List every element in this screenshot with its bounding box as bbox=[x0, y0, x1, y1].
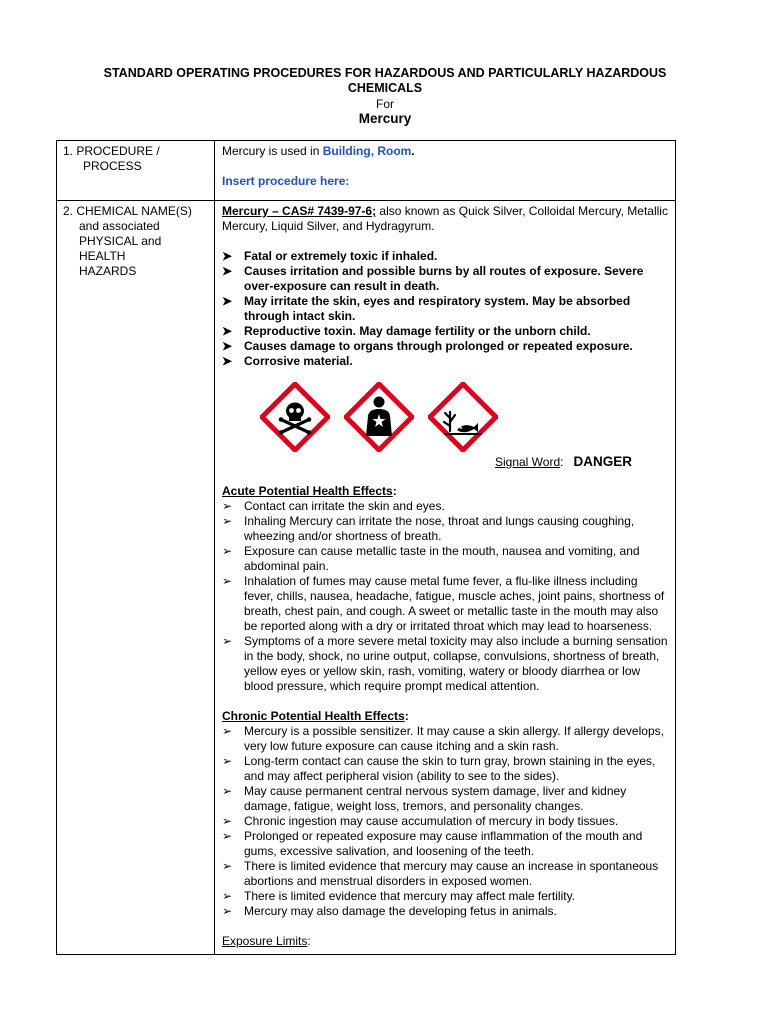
hazard-item bbox=[222, 339, 670, 354]
list-item bbox=[222, 754, 670, 784]
aka-text: also known as Quick Silver, Colloidal Mercury, Metallic Mercury, Liquid Silver, and Hydragyrum. bbox=[222, 204, 668, 233]
list-item-text: May cause permanent central nervous system damage, liver and kidney damage, fatigue, weight loss, tremors, and personality changes. bbox=[244, 784, 627, 813]
hazard-text: Corrosive material. bbox=[244, 354, 353, 368]
hazard-item bbox=[222, 264, 670, 294]
usage-prefix: Mercury is used in bbox=[222, 144, 323, 158]
list-item bbox=[222, 724, 670, 754]
list-item-text: Long-term contact can cause the skin to turn gray, brown staining in the eyes, and may affect peripheral vision (ability to see to the sides). bbox=[244, 754, 656, 783]
list-item bbox=[222, 514, 670, 544]
hazard-item bbox=[222, 324, 670, 339]
hazards-label-line: PHYSICAL and bbox=[79, 234, 162, 248]
chemical-identity bbox=[222, 204, 670, 234]
signal-word-label: Signal Word bbox=[494, 455, 561, 469]
acute-effects-list bbox=[222, 499, 670, 694]
ghs-pictograms bbox=[260, 382, 670, 452]
arrow-bullet-icon: ➢ bbox=[222, 754, 233, 768]
arrow-bullet-icon: ➢ bbox=[222, 904, 233, 918]
hazards-label-line: 2. CHEMICAL NAME(S) bbox=[63, 204, 192, 218]
usage-suffix: . bbox=[411, 144, 415, 158]
list-item bbox=[222, 544, 670, 574]
arrow-bullet-icon: ➢ bbox=[222, 814, 233, 828]
name-cas: Mercury – CAS# 7439-97-6; bbox=[222, 204, 377, 218]
signal-word-line bbox=[222, 454, 670, 470]
arrow-bullet-icon: ➢ bbox=[222, 724, 233, 738]
document-title: STANDARD OPERATING PROCEDURES FOR HAZARDOUS AND PARTICULARLY HAZARDOUS CHEMICALS bbox=[103, 66, 667, 95]
arrow-bullet-icon: ➢ bbox=[222, 514, 233, 528]
arrow-bullet-icon: ➢ bbox=[222, 859, 233, 873]
list-item-text: Mercury is a possible sensitizer. It may cause a skin allergy. If allergy develops, very low future exposure can cause itching and a skin rash. bbox=[244, 724, 664, 753]
list-item bbox=[222, 829, 670, 859]
list-item bbox=[222, 814, 670, 829]
list-item-text: Mercury may also damage the developing fetus in animals. bbox=[244, 904, 557, 918]
column-divider bbox=[214, 141, 215, 954]
for-label: For bbox=[376, 97, 394, 111]
hazard-text: Fatal or extremely toxic if inhaled. bbox=[244, 249, 438, 263]
list-item bbox=[222, 574, 670, 634]
hazard-text: Causes irritation and possible burns by all routes of exposure. Severe over-exposure can result in death. bbox=[244, 264, 644, 293]
arrow-bullet-icon: ➤ bbox=[222, 249, 233, 263]
arrow-bullet-icon: ➢ bbox=[222, 574, 233, 588]
list-item-text: Chronic ingestion may cause accumulation of mercury in body tissues. bbox=[244, 814, 619, 828]
arrow-bullet-icon: ➢ bbox=[222, 544, 233, 558]
arrow-bullet-icon: ➤ bbox=[222, 324, 233, 338]
hazard-text: May irritate the skin, eyes and respiratory system. May be absorbed through intact skin. bbox=[244, 294, 631, 323]
sop-table bbox=[56, 140, 676, 955]
procedure-label-line: PROCESS bbox=[83, 159, 142, 173]
arrow-bullet-icon: ➢ bbox=[222, 889, 233, 903]
list-item bbox=[222, 859, 670, 889]
procedure-label-line: 1. PROCEDURE / bbox=[63, 144, 160, 158]
signal-word-colon: : bbox=[560, 455, 564, 469]
hazards-label-line: HAZARDS bbox=[79, 264, 137, 278]
arrow-bullet-icon: ➢ bbox=[222, 829, 233, 843]
chronic-heading-line: Chronic Potential Health Effects: bbox=[222, 709, 409, 723]
arrow-bullet-icon: ➤ bbox=[222, 294, 233, 308]
usage-location-line bbox=[222, 144, 670, 159]
list-item-text: Exposure can cause metallic taste in the mouth, nausea and vomiting, and abdominal pain. bbox=[244, 544, 640, 573]
list-item-text: Inhaling Mercury can irritate the nose, throat and lungs causing coughing, wheezing and/or shortness of breath. bbox=[244, 514, 635, 543]
row-divider bbox=[57, 200, 675, 201]
chemical-name-heading: Mercury bbox=[358, 111, 412, 126]
list-item bbox=[222, 634, 670, 694]
list-item-text: Symptoms of a more severe metal toxicity may also include a burning sensation in the body, shock, no urine output, collapse, convulsions, shortness of breath, yellow eyes or yellow skin, rash, vomiting, watery or bloody diarrhea or low blood pressure, which require prompt medical attention. bbox=[244, 634, 668, 693]
list-item-text: Contact can irritate the skin and eyes. bbox=[244, 499, 445, 513]
list-item bbox=[222, 499, 670, 514]
signal-word-value: DANGER bbox=[573, 454, 632, 469]
arrow-bullet-icon: ➢ bbox=[222, 784, 233, 798]
hazard-statements bbox=[222, 249, 670, 369]
list-item-text: There is limited evidence that mercury may affect male fertility. bbox=[244, 889, 576, 903]
arrow-bullet-icon: ➤ bbox=[222, 264, 233, 278]
procedure-label bbox=[63, 144, 208, 174]
acute-heading: Acute Potential Health Effects bbox=[222, 484, 393, 498]
chemical-hazards-content bbox=[222, 204, 670, 949]
chronic-heading: Chronic Potential Health Effects bbox=[222, 709, 405, 723]
list-item-text: Prolonged or repeated exposure may cause inflammation of the mouth and gums, excessive salivation, and loosening of the teeth. bbox=[244, 829, 643, 858]
exposure-limits-line: Exposure Limits: bbox=[222, 934, 311, 948]
environment-icon bbox=[428, 382, 498, 452]
health-hazard-icon bbox=[344, 382, 414, 452]
arrow-bullet-icon: ➢ bbox=[222, 634, 233, 648]
chronic-effects-list bbox=[222, 724, 670, 919]
insert-procedure-placeholder[interactable]: Insert procedure here: bbox=[222, 174, 350, 188]
hazard-item bbox=[222, 354, 670, 369]
arrow-bullet-icon: ➤ bbox=[222, 339, 233, 353]
arrow-bullet-icon: ➢ bbox=[222, 499, 233, 513]
chemical-hazards-label bbox=[63, 204, 208, 279]
hazard-text: Reproductive toxin. May damage fertility or the unborn child. bbox=[244, 324, 591, 338]
skull-crossbones-icon bbox=[260, 382, 330, 452]
list-item bbox=[222, 904, 670, 919]
hazards-label-line: and associated bbox=[79, 219, 160, 233]
list-item-text: There is limited evidence that mercury may cause an increase in spontaneous abortions and menstrual disorders in exposed women. bbox=[244, 859, 659, 888]
hazard-item bbox=[222, 294, 670, 324]
hazards-label-line: HEALTH bbox=[79, 249, 126, 263]
acute-heading-line: Acute Potential Health Effects: bbox=[222, 484, 397, 498]
arrow-bullet-icon: ➤ bbox=[222, 354, 233, 368]
hazard-text: Causes damage to organs through prolonged or repeated exposure. bbox=[244, 339, 633, 353]
list-item bbox=[222, 784, 670, 814]
list-item-text: Inhalation of fumes may cause metal fume fever, a flu-like illness including fever, chills, nausea, headache, fatigue, muscle aches, joint pains, shortness of breath, chest pain, and cough. A sweet or metallic taste in the mouth may also be reported along with a dry or irritated throat which may lead to hoarseness. bbox=[244, 574, 665, 633]
procedure-content bbox=[222, 144, 670, 189]
list-item bbox=[222, 889, 670, 904]
hazard-item bbox=[222, 249, 670, 264]
usage-location[interactable]: Building, Room bbox=[322, 144, 412, 158]
exposure-limits-heading: Exposure Limits bbox=[222, 934, 308, 948]
